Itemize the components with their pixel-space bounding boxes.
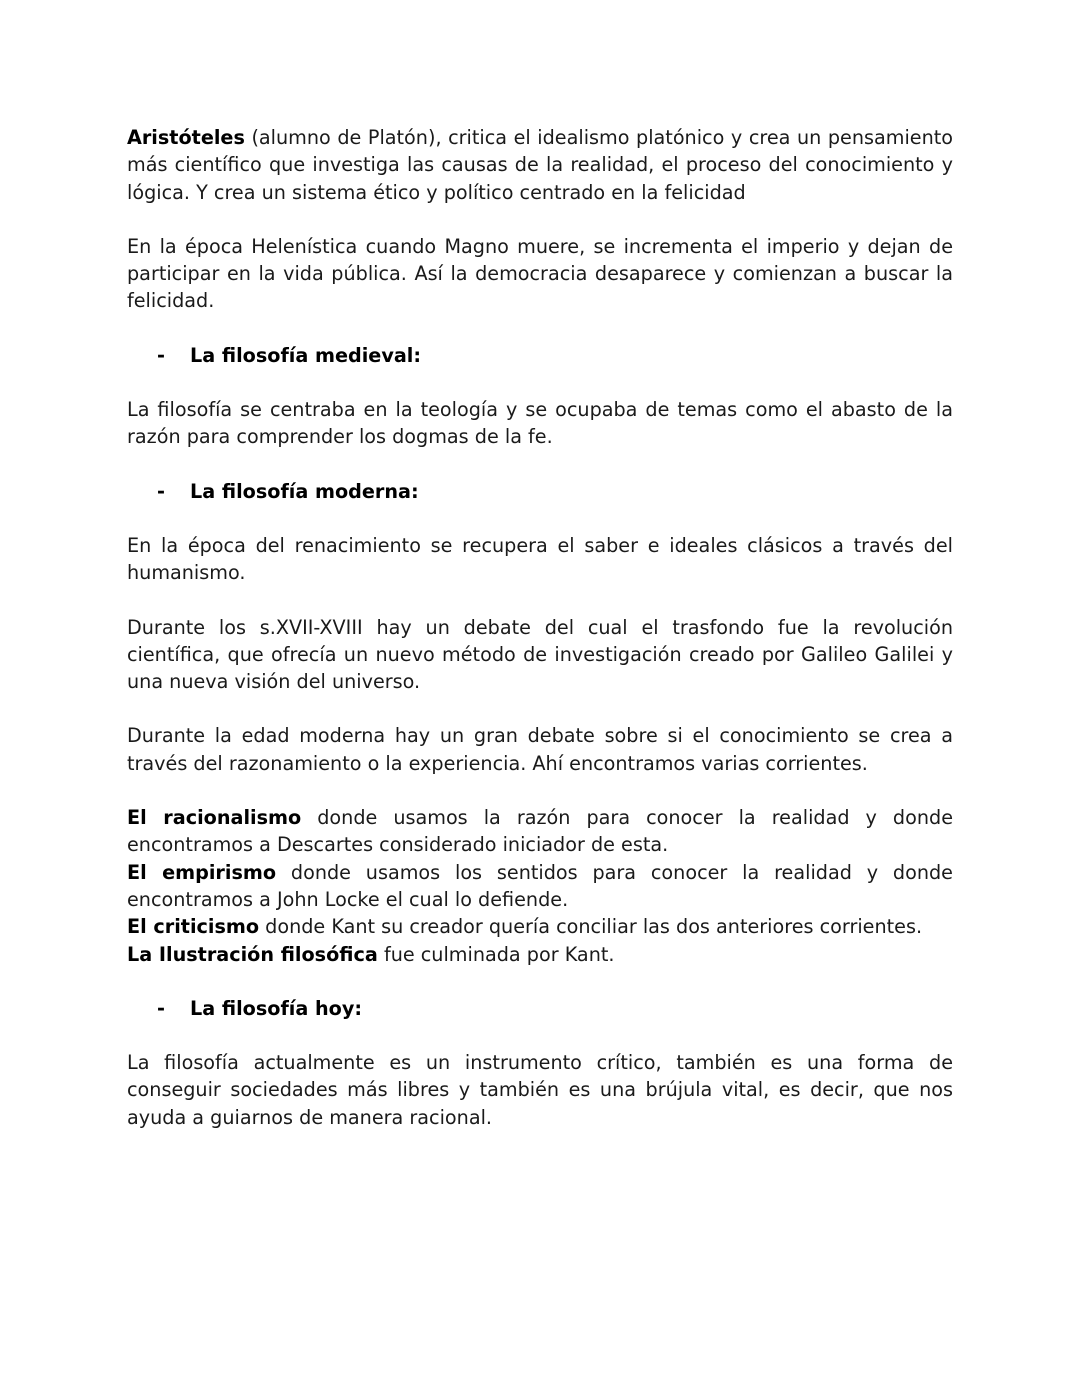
paragraph-criticismo xyxy=(127,913,953,940)
paragraph-criticismo-text: donde Kant su creador quería conciliar las dos anteriores corrientes. xyxy=(259,915,923,939)
paragraph-edad-moderna: Durante la edad moderna hay un gran debate sobre si el conocimiento se crea a través del razonamiento o la experiencia. Ahí encontramos varias corrientes. xyxy=(127,724,953,775)
paragraph-hoy: La filosofía actualmente es un instrumento crítico, también es una forma de conseguir sociedades más libres y también es una brújula vital, es decir, que nos ayuda a guiarnos de manera racional. xyxy=(127,1051,953,1129)
heading-label: La filosofía hoy: xyxy=(190,996,363,1020)
heading-label: La filosofía moderna: xyxy=(190,479,419,503)
heading-label: La filosofía medieval: xyxy=(190,343,422,367)
bullet-dash: - xyxy=(157,996,165,1020)
paragraph-siglos: Durante los s.XVII-XVIII hay un debate del cual el trasfondo fue la revolución científica, que ofrecía un nuevo método de investigación creado por Galileo Galilei y una nueva visión del universo. xyxy=(127,615,953,694)
paragraph-racionalismo-text: donde usamos la razón para conocer la realidad y donde encontramos a Descartes considerado iniciador de esta. xyxy=(127,806,954,857)
paragraph-empirismo xyxy=(127,859,953,914)
heading-filosofia-moderna xyxy=(127,478,953,505)
term-criticismo: El criticismo xyxy=(127,915,260,939)
term-ilustracion: La Ilustración filosófica xyxy=(127,942,378,966)
paragraph-empirismo-text: donde usamos los sentidos para conocer la realidad y donde encontramos a John Locke el cual lo defiende. xyxy=(127,860,953,911)
paragraph-racionalismo xyxy=(127,804,953,859)
bullet-dash: - xyxy=(157,343,165,367)
paragraph-helenistica: En la época Helenística cuando Magno muere, se incrementa el imperio y dejan de participar en la vida pública. Así la democracia desaparece y comienzan a buscar la felicidad. xyxy=(127,234,953,313)
term-racionalismo: El racionalismo xyxy=(127,806,302,830)
heading-filosofia-hoy xyxy=(127,995,953,1022)
paragraph-ilustracion-text: fue culminada por Kant. xyxy=(377,942,615,966)
bullet-dash: - xyxy=(157,479,165,503)
term-empirismo: El empirismo xyxy=(127,860,277,884)
paragraph-renacimiento: En la época del renacimiento se recupera el saber e ideales clásicos a través del humanismo. xyxy=(127,533,953,585)
term-aristoteles: Aristóteles xyxy=(127,126,245,149)
heading-filosofia-medieval xyxy=(127,342,953,369)
paragraph-aristoteles-text: (alumno de Platón), critica el idealismo platónico y crea un pensamiento más científico que investiga las causas de la realidad, el proceso del conocimiento y lógica. Y crea un sistema ético y político centrado en la felicidad xyxy=(127,126,953,204)
paragraph-ilustracion xyxy=(127,941,953,968)
document-page xyxy=(127,124,953,1131)
paragraph-aristoteles xyxy=(127,124,953,206)
paragraph-medieval: La filosofía se centraba en la teología y se ocupaba de temas como el abasto de la razón para comprender los dogmas de la fe. xyxy=(127,398,953,449)
